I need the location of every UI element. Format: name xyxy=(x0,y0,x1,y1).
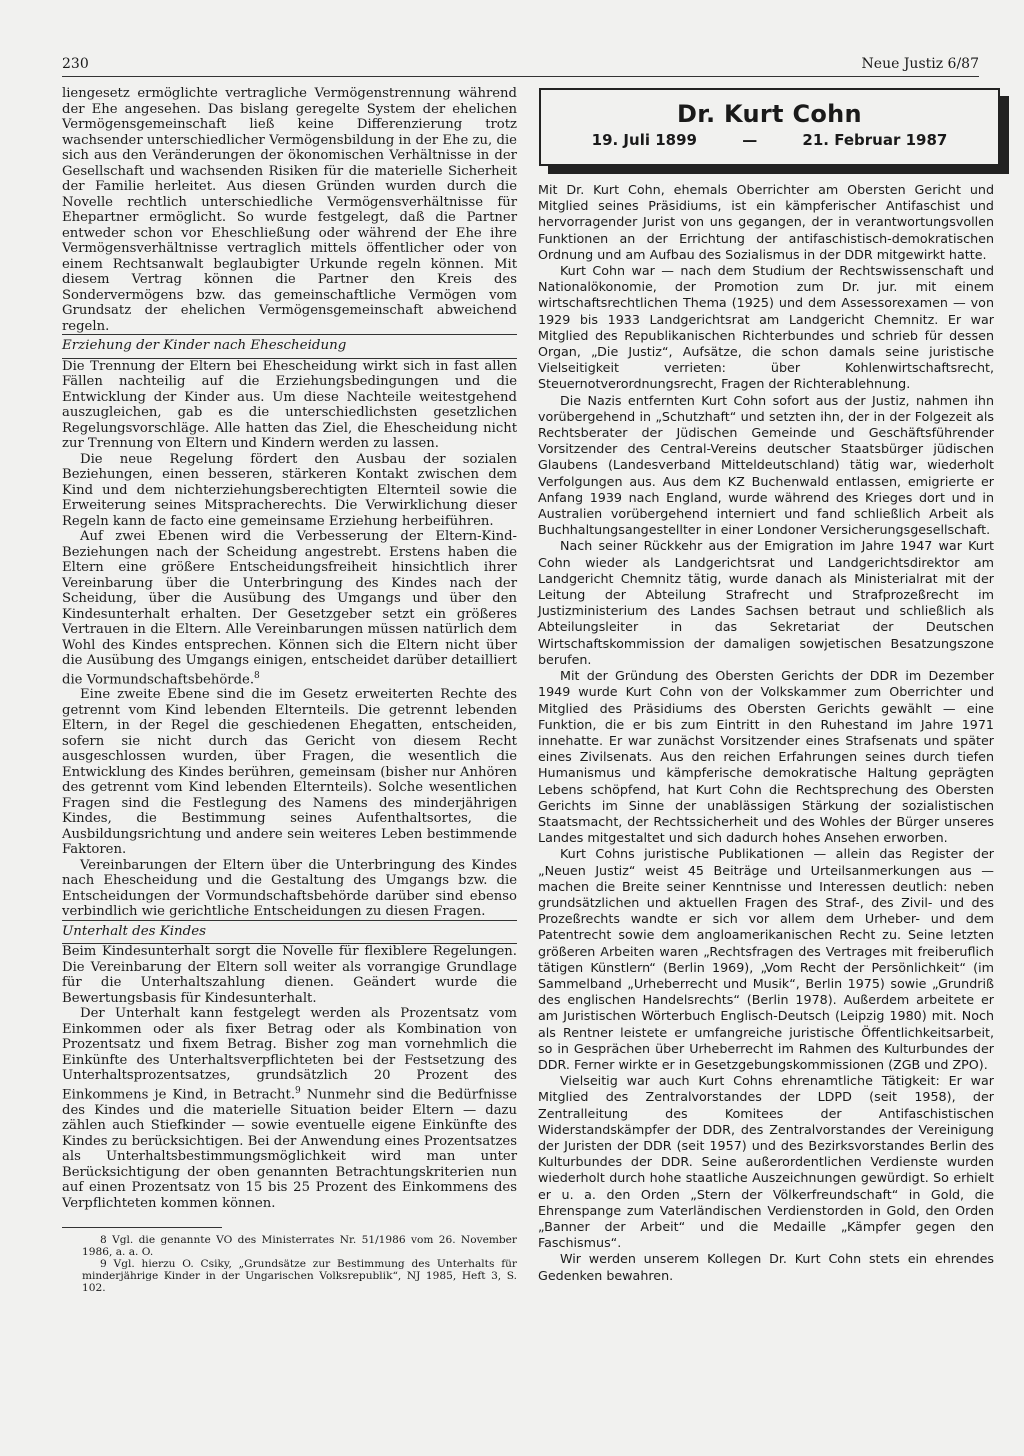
obituary-header-box xyxy=(539,88,1000,166)
running-head xyxy=(62,50,979,77)
paragraph: Vereinbarungen der Eltern über die Unterbringung des Kindes nach Ehescheidung und die Gestaltung des Umgangs bzw. die Entscheidungen der Vormundschaftsbehörde darüber sind ebenso verbindlich wie gerichtliche Entscheidungen zu diesen Fragen. xyxy=(62,857,517,920)
paragraph: Nach seiner Rückkehr aus der Emigration im Jahre 1947 war Kurt Cohn wieder als Landgerichtsrat und Landgerichtsdirektor am Landgericht Chemnitz tätig, wurde danach als Ministerialrat mit der Leitung der Abteilung Strafrecht und Strafprozeßrecht im Justizministerium des Landes Sachsen betraut und schließlich als Abteilungsleiter in das Sekretariat der Deutschen Wirtschaftskommission der damaligen sowjetischen Besatzungszone berufen. xyxy=(538,538,994,667)
page-number: 230 xyxy=(62,56,89,72)
footnote-ref-8: 8 xyxy=(254,670,260,681)
paragraph: Mit Dr. Kurt Cohn, ehemals Oberrichter am Obersten Gericht und Mitglied seines Präsidiums, ist ein kämpferischer Antifaschist und hervorragender Jurist von uns gegangen, der in verantwortungsvollen Funktionen an der Errichtung der antifaschistisch-demokratischen Ordnung und am Aufbau des Sozialismus in der DDR mitgewirkt hatte. xyxy=(538,182,994,262)
footnote-ref-9: 9 xyxy=(295,1085,301,1096)
section-heading-unterhalt: Unterhalt des Kindes xyxy=(62,920,517,945)
obituary-dates xyxy=(541,131,998,149)
date-dash: — xyxy=(742,131,758,149)
paragraph: Mit der Gründung des Obersten Gerichts der DDR im Dezember 1949 wurde Kurt Cohn von der Volkskammer zum Oberrichter und Mitglied des Präsidiums des Obersten Gerichts gewählt — eine Funktion, die er bis zum Eintritt in den Ruhestand im Jahre 1971 innehatte. Er war zunächst Vorsitzender eines Strafsenats und später eines Zivilsenats. Aus den reichen Erfahrungen seines durch tiefen Humanismus und kämpferische demokratische Haltung geprägten Lebens schöpfend, hat Kurt Cohn die Rechtsprechung des Obersten Gerichts im Sinne der unablässigen Stärkung der sozialistischen Staatsmacht, der Rechtssicherheit und des Wohles der Bürger unseres Landes mitgestaltet und sich dadurch hohes Ansehen erworben. xyxy=(538,668,994,846)
paragraph: Beim Kindesunterhalt sorgt die Novelle für flexiblere Regelungen. Die Vereinbarung der Eltern soll weiter als vorrangige Grundlage für die Unterhaltszahlung dienen. Geändert wurde die Bewertungsbasis für Kindesunterhalt. xyxy=(62,944,517,1006)
paragraph-text: Nunmehr sind die Bedürfnisse des Kindes und die materielle Situation beider Eltern — dazu zählen auch Stiefkinder — sowie eventuelle eigene Einkünfte des Kindes zu berücksichtigen. Bei der Anwendung eines Prozentsatzes als Unterhaltsbestimmungsmöglichkeit wird man unter Berücksichtigung der oben genannten Betrachtungskriterien nun auf einen Prozentsatz von 15 bis 25 Prozent des Einkommens des Verpflichteten kommen können. xyxy=(62,1087,517,1211)
paragraph: Vielseitig war auch Kurt Cohns ehrenamtliche Tätigkeit: Er war Mitglied des Zentralvorstandes der LDPD (seit 1958), der Zentralleitung des Komitees der Antifaschistischen Widerstandskämpfer der DDR, des Zentralvorstandes der Vereinigung der Juristen der DDR (seit 1957) und des Bezirksvorstandes Berlin des Kulturbundes der DDR. Seine außerordentlichen Verdienste wurden wiederholt durch hohe staatliche Auszeichnungen gewürdigt. So erhielt er u. a. den Orden „Stern der Völkerfreundschaft“ in Gold, die Ehrenspange zum Vaterländischen Verdienstorden in Gold, den Orden „Banner der Arbeit“ und die Medaille „Kämpfer gegen den Faschismus“. xyxy=(538,1073,994,1251)
paragraph: liengesetz ermöglichte vertragliche Vermögenstrennung während der Ehe angesehen. Das bislang geregelte System der ehelichen Vermögensgemeinschaft ließ keine Differenzierung trotz wachsender unterschiedlicher Vermögensbildung in der Ehe zu, die sich aus den Veränderungen der ökonomischen Verhältnisse in der Gesellschaft und wachsenden Risiken für die materielle Sicherheit der Familie herleitet. Aus diesen Gründen wurden durch die Novelle rechtlich unterschiedliche Vermögensverhältnisse für Ehepartner ermöglicht. So wurde festgelegt, daß die Partner entweder schon vor Eheschließung oder während der Ehe ihre Vermögensverhältnisse vertraglich mittels öffentlicher oder von einem Rechtsanwalt beglaubigter Urkunde regeln können. Mit diesem Vertrag können die Partner den Kreis des Sondervermögens bzw. das gemeinschaftliche Vermögen vom Grundsatz der ehelichen Vermögensgemeinschaft abweichend regeln. xyxy=(62,86,517,334)
paragraph: Eine zweite Ebene sind die im Gesetz erweiterten Rechte des getrennt vom Kind lebenden Elternteils. Die getrennt lebenden Eltern, in der Regel die geschiedenen Ehegatten, entscheiden, sofern sie nicht durch das Gericht von diesem Recht ausgeschlossen wurden, über Fragen, die wesentlich die Entwicklung des Kindes berühren, gemeinsam (bisher nur Anhören des getrennt vom Kind lebenden Elternteils). Solche wesentlichen Fragen sind die Festlegung des Namens des minderjährigen Kindes, die Bestimmung seines Aufenthaltsortes, die Ausbildungsrichtung und andere sein weiteres Leben bestimmende Faktoren. xyxy=(62,687,517,858)
paragraph xyxy=(62,529,517,687)
footnote-9: 9 Vgl. hierzu O. Csiky, „Grundsätze zur Bestimmung des Unterhalts für minderjährige Kinder in der Ungarischen Volksrepublik“, NJ 1985, Heft 3, S. 102. xyxy=(82,1258,517,1295)
obituary-name: Dr. Kurt Cohn xyxy=(677,100,862,128)
paragraph-text: Der Unterhalt kann festgelegt werden als Prozentsatz vom Einkommen oder als fixer Betrag oder als Kombination von Prozentsatz und fixem Betrag. Bisher zog man vornehmlich die Einkünfte des Unterhaltsverpflichteten bei der Festsetzung des Unterhaltsprozentsatzes, grundsätzlich 20 Prozent des Einkommens je Kind, in Betracht. xyxy=(62,1006,517,1103)
paragraph: Wir werden unserem Kollegen Dr. Kurt Cohn stets ein ehrendes Gedenken bewahren. xyxy=(538,1251,994,1283)
obituary-title-panel xyxy=(539,88,1000,166)
obituary-text xyxy=(538,182,994,1284)
paragraph: Die Nazis entfernten Kurt Cohn sofort aus der Justiz, nahmen ihn vorübergehend in „Schutzhaft“ und setzten ihn, der in der Folgezeit als Rechtsberater der Jüdischen Gemeinde und Geschäftsführender Vorsitzender des Central-Vereins deutscher Staatsbürger jüdischen Glaubens (Landesverband Mitteldeutschland) tätig war, wiederholt Verfolgungen aus. Aus dem KZ Buchenwald entlassen, emigrierte er Anfang 1939 nach England, wurde während des Krieges dort und in Australien vorübergehend interniert und fand schließlich Arbeit als Buchhaltungsangestellter in einer Londoner Versicherungsgesellschaft. xyxy=(538,392,994,538)
footnote-8: 8 Vgl. die genannte VO des Ministerrates Nr. 51/1986 vom 26. November 1986, a. a. O. xyxy=(82,1234,517,1259)
section-heading-erziehung: Erziehung der Kinder nach Ehescheidung xyxy=(62,334,517,359)
birth-date: 19. Juli 1899 xyxy=(591,131,697,149)
death-date: 21. Februar 1987 xyxy=(802,131,948,149)
paragraph xyxy=(62,1006,517,1211)
paragraph-text: Auf zwei Ebenen wird die Verbesserung der Eltern-Kind-Beziehungen nach der Scheidung angestrebt. Erstens haben die Eltern eine größere Entscheidungsfreiheit hinsichtlich ihrer Vereinbarung über die Unterbringung des Kindes nach der Scheidung, über die Ausübung des Umgangs und über den Kindesunterhalt erhalten. Der Gesetzgeber setzt ein größeres Vertrauen in die Eltern. Alle Vereinbarungen müssen natürlich dem Wohl des Kindes entsprechen. Können sich die Eltern nicht über die Ausübung des Umgangs einigen, entscheidet darüber detailliert die Vormundschaftsbehörde. xyxy=(62,529,517,687)
paragraph: Die neue Regelung fördert den Ausbau der sozialen Beziehungen, einen besseren, stärkeren Kontakt zwischen dem Kind und dem nichterziehungsberechtigten Elternteil sowie die Erweiterung seines Mitspracherechts. Die Verwirklichung dieser Regeln kann de facto eine gemeinsame Erziehung herbeiführen. xyxy=(62,451,517,529)
journal-reference: Neue Justiz 6/87 xyxy=(861,56,979,72)
paragraph: Kurt Cohn war — nach dem Studium der Rechtswissenschaft und Nationalökonomie, der Promotion zum Dr. jur. mit einem wirtschaftsrechtlichen Thema (1925) und dem Assessorexamen — von 1929 bis 1933 Landgerichtsrat am Landgericht Chemnitz. Er war Mitglied des Republikanischen Richterbundes und schrieb für dessen Organ, „Die Justiz“, Aufsätze, die schon damals seine juristische Vielseitigkeit verrieten: über Kohlenwirtschaftsrecht, Steuernotverordnungsrecht, Fragen der Richterablehnung. xyxy=(538,263,994,392)
paragraph: Kurt Cohns juristische Publikationen — allein das Register der „Neuen Justiz“ weist 45 Beiträge und Urteilsanmerkungen aus — machen die Breite seiner Kenntnisse und Interessen deutlich: neben grundsätzlichen und aktuellen Fragen des Straf-, des Zivil- und des Prozeßrechts wandte er sich vor allem dem Urheber- und dem Patentrecht sowie dem angloamerikanischen Recht zu. Seine letzten größeren Arbeiten waren „Rechtsfragen des Vertrages mit freiberuflich tätigen Künstlern“ (Berlin 1969), „Vom Recht der Persönlichkeit“ (im Sammelband „Urheberrecht und Musik“, Berlin 1975) sowie „Grundriß des englischen Handelsrechts“ (Berlin 1978). Außerdem arbeitete er am Juristischen Wörterbuch Englisch-Deutsch (Leipzig 1980) mit. Noch als Rentner leistete er umfangreiche juristische Öffentlichkeitsarbeit, so in Gesprächen über Urheberrecht im Rahmen des Kulturbundes der DDR. Ferner wirkte er in Gesetzgebungskommissionen (ZGB und ZPO). xyxy=(538,846,994,1072)
footnote-rule xyxy=(62,1227,222,1228)
paragraph: Die Trennung der Eltern bei Ehescheidung wirkt sich in fast allen Fällen nachteilig auf die Erziehungsbedingungen und die Entwicklung der Kinder aus. Um diese Nachteile weitestgehend auszugleichen, gab es die unterschiedlichsten gesetzlichen Regelungsvorschläge. Alle hatten das Ziel, die Ehescheidung nicht zur Trennung von Eltern und Kindern werden zu lassen. xyxy=(62,358,517,451)
left-column xyxy=(62,86,517,1294)
